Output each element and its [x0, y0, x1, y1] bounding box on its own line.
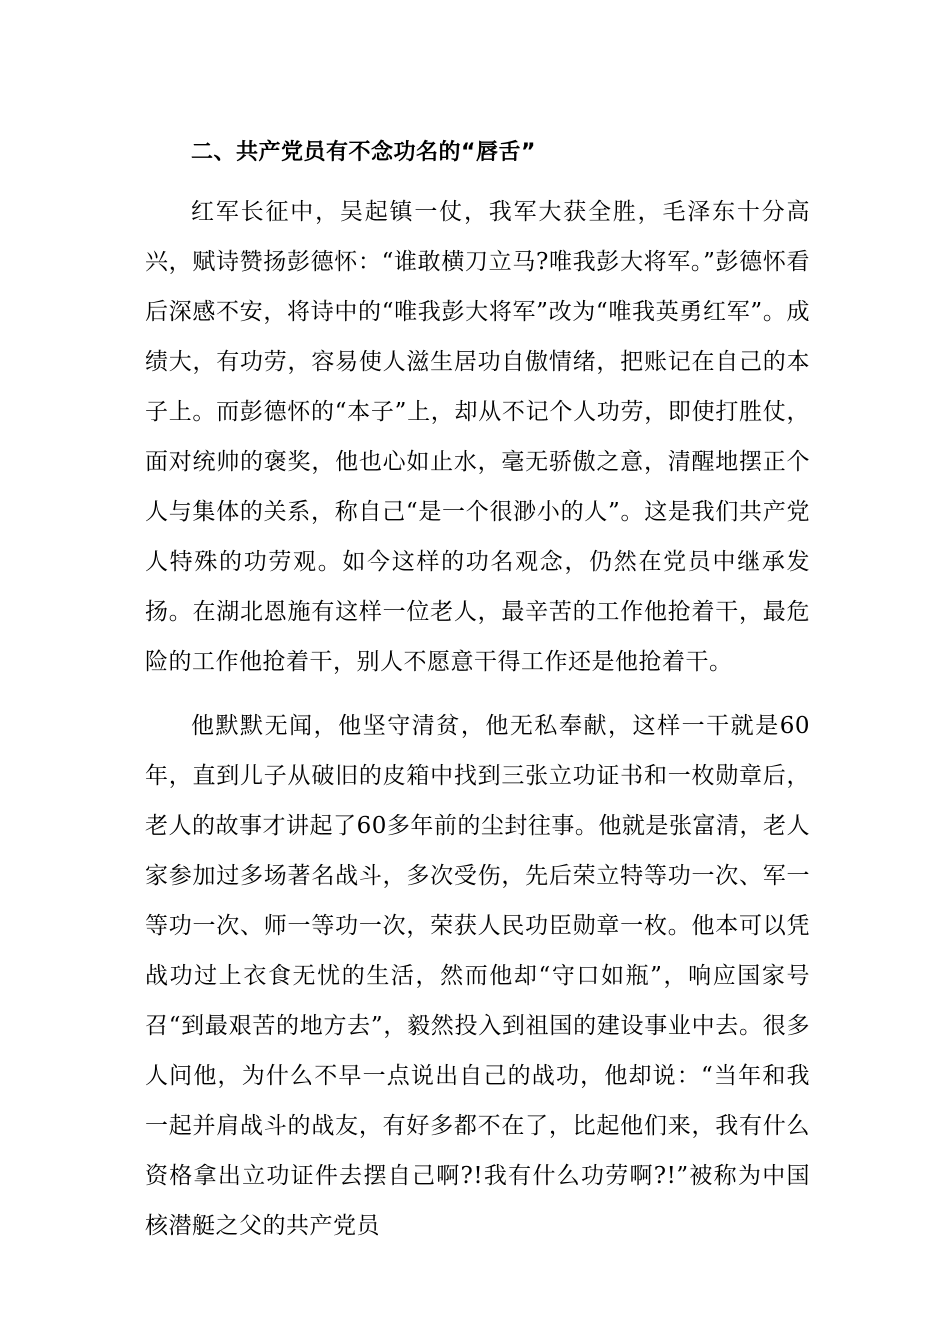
document-body — [145, 133, 810, 1265]
section-heading: 二、共产党员有不念功名的“唇舌” — [191, 140, 536, 165]
paragraph-peng-dehuai: 红军长征中，吴起镇一仗，我军大获全胜，毛泽东十分高兴，赋诗赞扬彭德怀：“谁敢横刀立马?唯我彭大将军。”彭德怀看后深感不安，将诗中的“唯我彭大将军”改为“唯我英勇红军”。成绩大，有功劳，容易使人滋生居功自傲情绪，把账记在自己的本子上。而彭德怀的“本子”上，却从不记个人功劳，即使打胜仗，面对统帅的褒奖，他也心如止水，毫无骄傲之意，清醒地摆正个人与集体的关系，称自己“是一个很渺小的人”。这是我们共产党人特殊的功劳观。如今这样的功名观念，仍然在党员中继承发扬。在湖北恩施有这样一位老人，最辛苦的工作他抢着干，最危险的工作他抢着干，别人不愿意干得工作还是他抢着干。 — [145, 199, 810, 675]
paragraph-zhang-fuqing: 他默默无闻，他坚守清贫，他无私奉献，这样一干就是60年，直到儿子从破旧的皮箱中找到三张立功证书和一枚勋章后，老人的故事才讲起了60多年前的尘封往事。他就是张富清，老人家参加过多场著名战斗，多次受伤，先后荣立特等功一次、军一等功一次、师一等功一次，荣获人民功臣勋章一枚。他本可以凭战功过上衣食无忧的生活，然而他却“守口如瓶”，响应国家号召“到最艰苦的地方去”，毅然投入到祖国的建设事业中去。很多人问他，为什么不早一点说出自己的战功，他却说：“当年和我一起并肩战斗的战友，有好多都不在了，比起他们来，我有什么资格拿出立功证件去摆自己啊?!我有什么功劳啊?!”被称为中国核潜艇之父的共产党员 — [145, 713, 810, 1239]
